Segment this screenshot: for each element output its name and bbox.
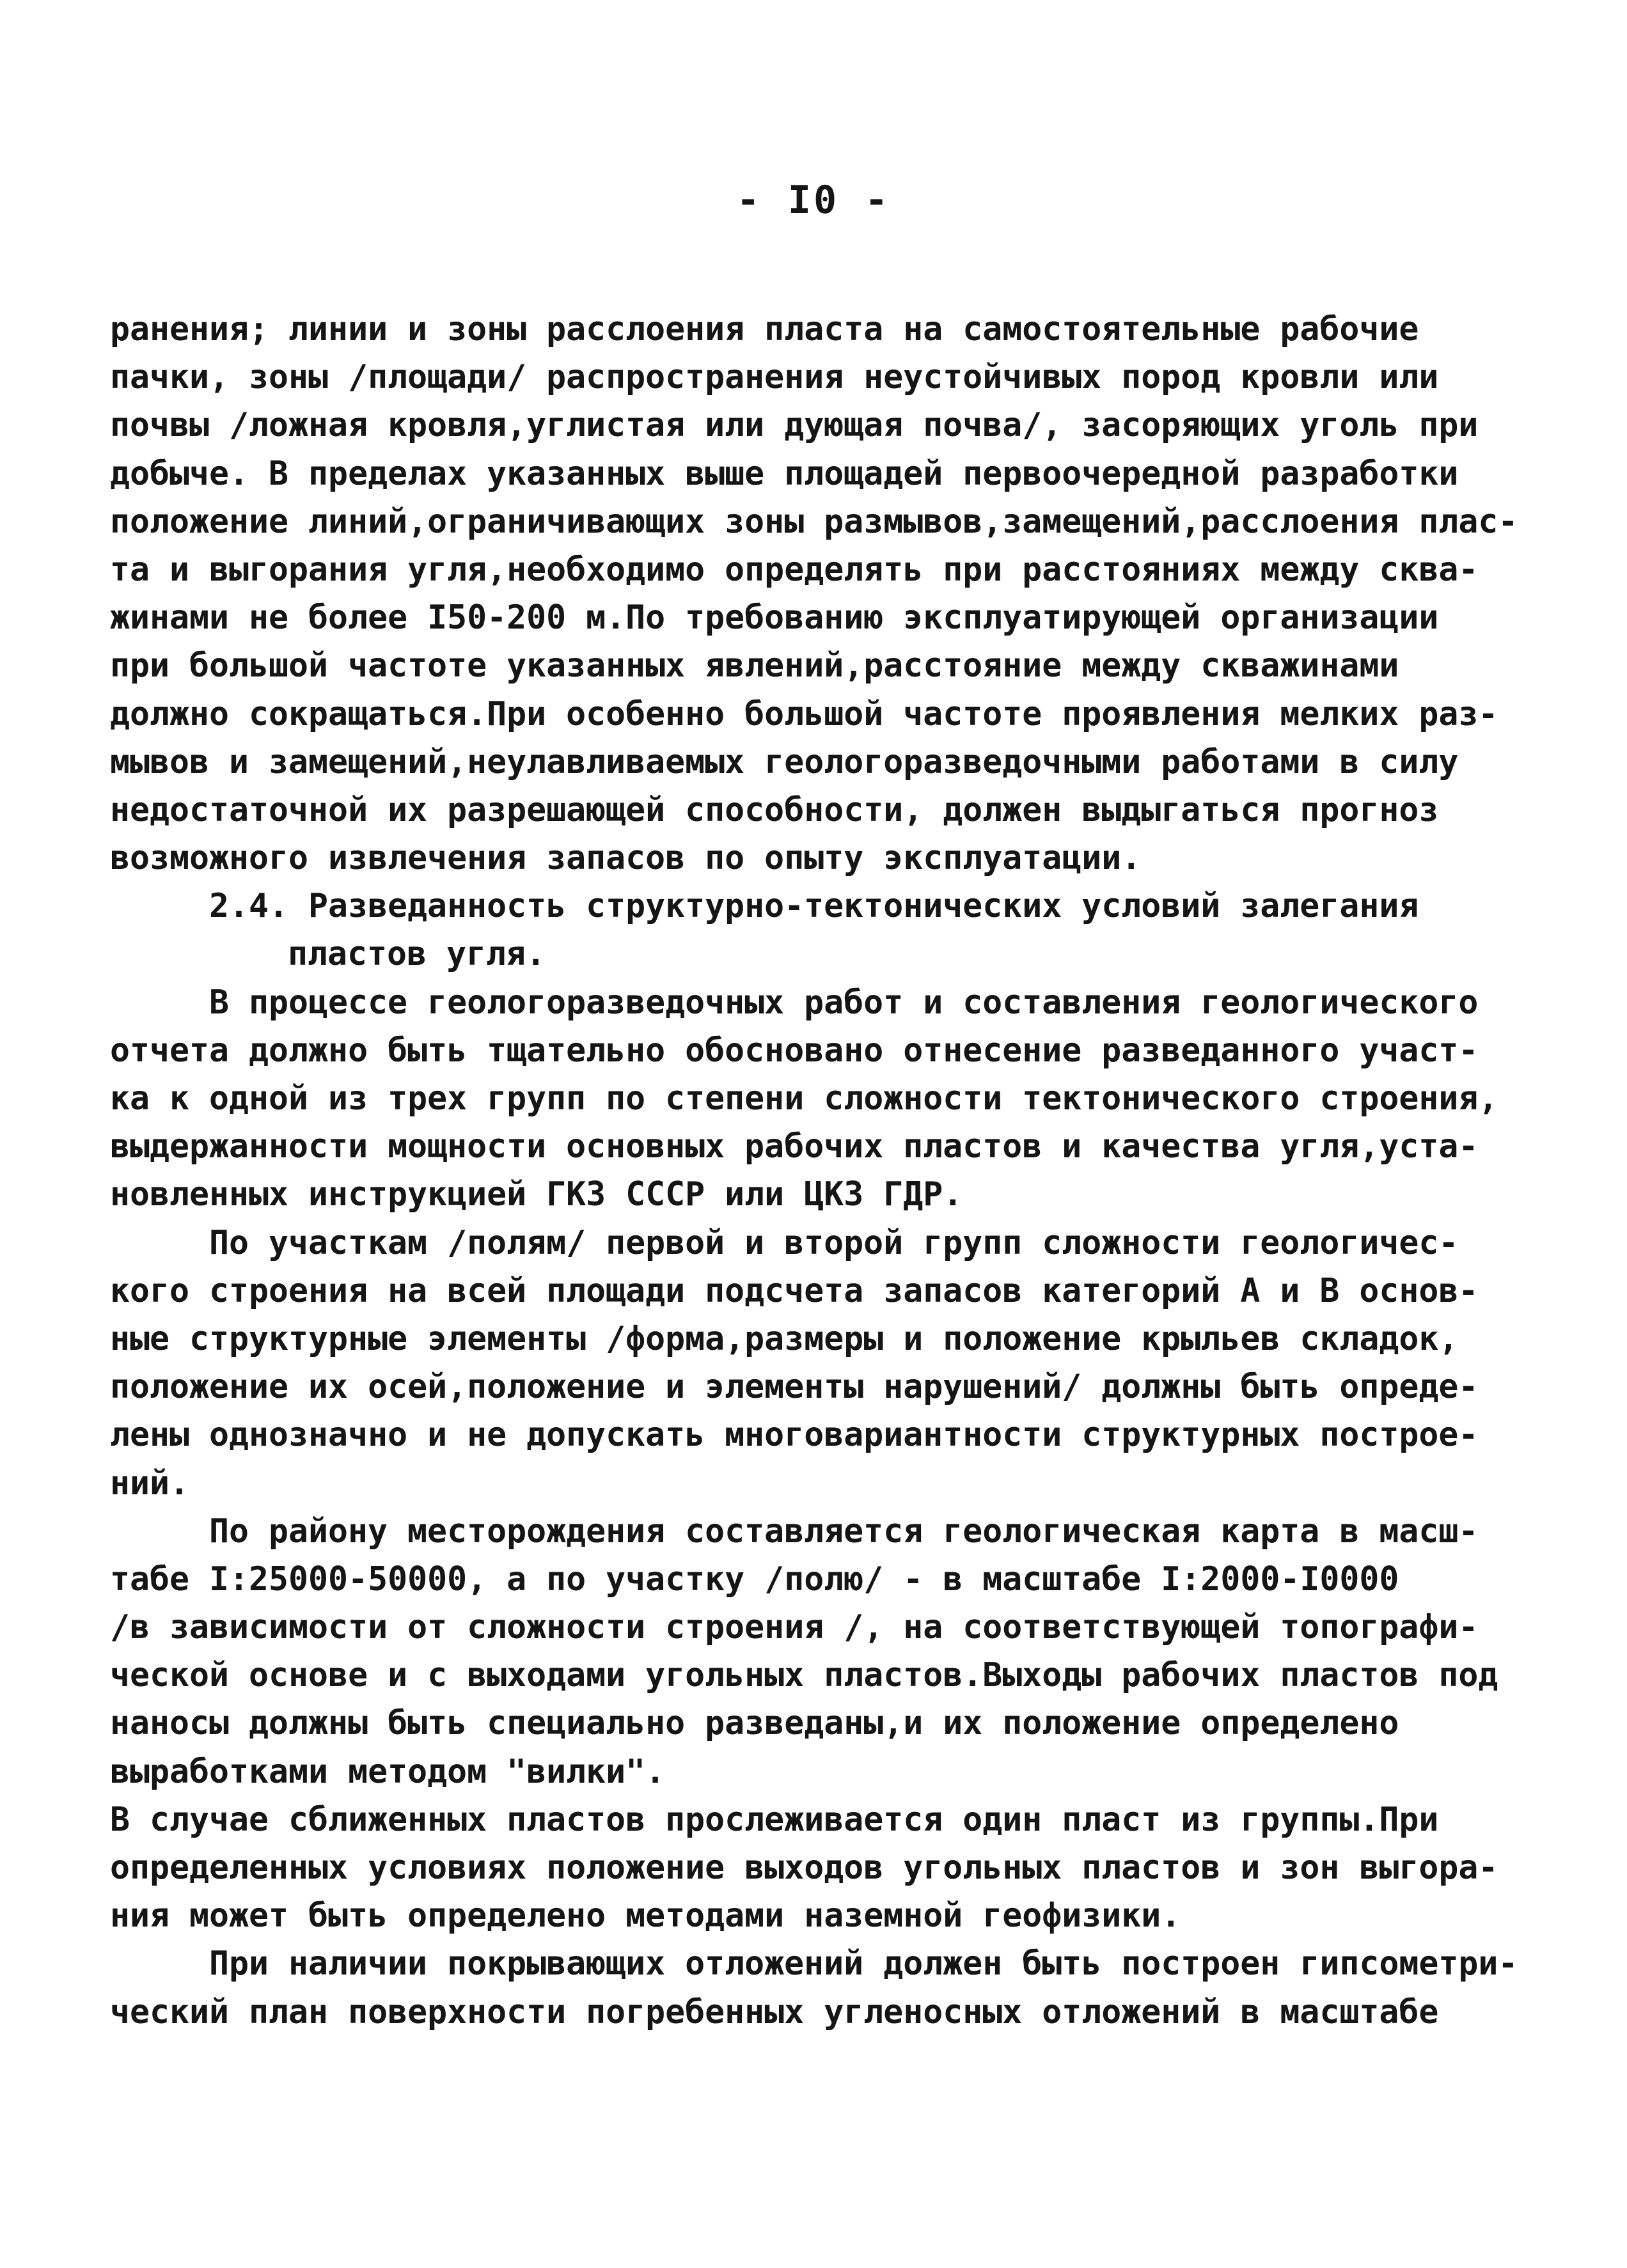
text-line: ний. — [110, 1464, 190, 1503]
heading-line: пластов угля. — [288, 935, 546, 974]
text-line: та и выгорания угля,необходимо определять при расстояниях между сква- — [110, 550, 1479, 589]
text-line: возможного извлечения запасов по опыту эксплуатации. — [110, 839, 1142, 878]
text-line: почвы /ложная кровля,углистая или дующая почва/, засоряющих уголь при — [110, 406, 1479, 445]
text-line: ка к одной из трех групп по степени сложности тектонического строения, — [110, 1079, 1498, 1118]
paragraph — [110, 1796, 1504, 1941]
text-line: При наличии покрывающих отложений должен быть построен гипсометри- — [209, 1944, 1518, 1983]
text-line: недостаточной их разрешающей способности, должен выдыгаться прогноз — [110, 790, 1439, 829]
paragraph — [110, 979, 1504, 1219]
text-line: выдержанности мощности основных рабочих пластов и качества угля,уста- — [110, 1127, 1479, 1166]
text-line: новленных инструкцией ГКЗ СССР или ЦКЗ ГДР. — [110, 1175, 963, 1214]
text-line: определенных условиях положение выходов угольных пластов и зон выгора- — [110, 1849, 1498, 1887]
text-line: По участкам /полям/ первой и второй групп сложности геологичес- — [209, 1223, 1459, 1262]
text-line: лены однозначно и не допускать многовариантности структурных построе- — [110, 1416, 1479, 1455]
text-line: По району месторождения составляется геологическая карта в масш- — [209, 1512, 1479, 1551]
text-line: ные структурные элементы /форма,размеры и положение крыльев складок, — [110, 1319, 1459, 1358]
paragraph — [110, 1219, 1504, 1508]
text-line: положение их осей,положение и элементы нарушений/ должны быть опреде- — [110, 1368, 1479, 1407]
heading-line: 2.4. Разведанность структурно-тектонических условий залегания — [209, 887, 1419, 926]
text-line: пачки, зоны /площади/ распространения неустойчивых пород кровли или — [110, 358, 1439, 397]
text-line: жинами не более I50-200 м.По требованию эксплуатирующей организации — [110, 598, 1439, 637]
text-line: мывов и замещений,неулавливаемых геологоразведочными работами в силу — [110, 742, 1459, 781]
page-number: - I0 - — [736, 178, 891, 223]
text-line: при большой частоте указанных явлений,расстояние между скважинами — [110, 646, 1399, 685]
section-heading — [110, 882, 1504, 978]
text-line: ческий план поверхности погребенных угленосных отложений в масштабе — [110, 1992, 1439, 2031]
document-body — [110, 306, 1518, 2037]
paragraph — [110, 1508, 1504, 1796]
text-line: ния может быть определено методами наземной геофизики. — [110, 1897, 1181, 1936]
text-line: ранения; линии и зоны расслоения пласта на самостоятельные рабочие — [110, 310, 1419, 348]
text-line: выработками методом "вилки". — [110, 1752, 666, 1791]
text-line: отчета должно быть тщательно обосновано отнесение разведанного участ- — [110, 1031, 1479, 1070]
text-line: В случае сближенных пластов прослеживается один пласт из группы.При — [110, 1800, 1439, 1839]
text-line: положение линий,ограничивающих зоны размывов,замещений,расслоения плас- — [110, 502, 1518, 541]
text-line: /в зависимости от сложности строения /, на соответствующей топографи- — [110, 1608, 1479, 1647]
paragraph — [110, 306, 1518, 882]
paragraph — [110, 1940, 1518, 2036]
text-line: должно сокращаться.При особенно большой частоте проявления мелких раз- — [110, 694, 1498, 733]
text-line: табе I:25000-50000, а по участку /полю/ - в масштабе I:2000-I0000 — [110, 1560, 1399, 1599]
text-line: кого строения на всей площади подсчета запасов категорий А и В основ- — [110, 1271, 1479, 1310]
text-line: добыче. В пределах указанных выше площадей первоочередной разработки — [110, 454, 1459, 493]
text-line: В процессе геологоразведочных работ и составления геологического — [209, 983, 1479, 1022]
text-line: ческой основе и с выходами угольных пластов.Выходы рабочих пластов под — [110, 1656, 1498, 1695]
text-line: наносы должны быть специально разведаны,и их положение определено — [110, 1704, 1399, 1743]
